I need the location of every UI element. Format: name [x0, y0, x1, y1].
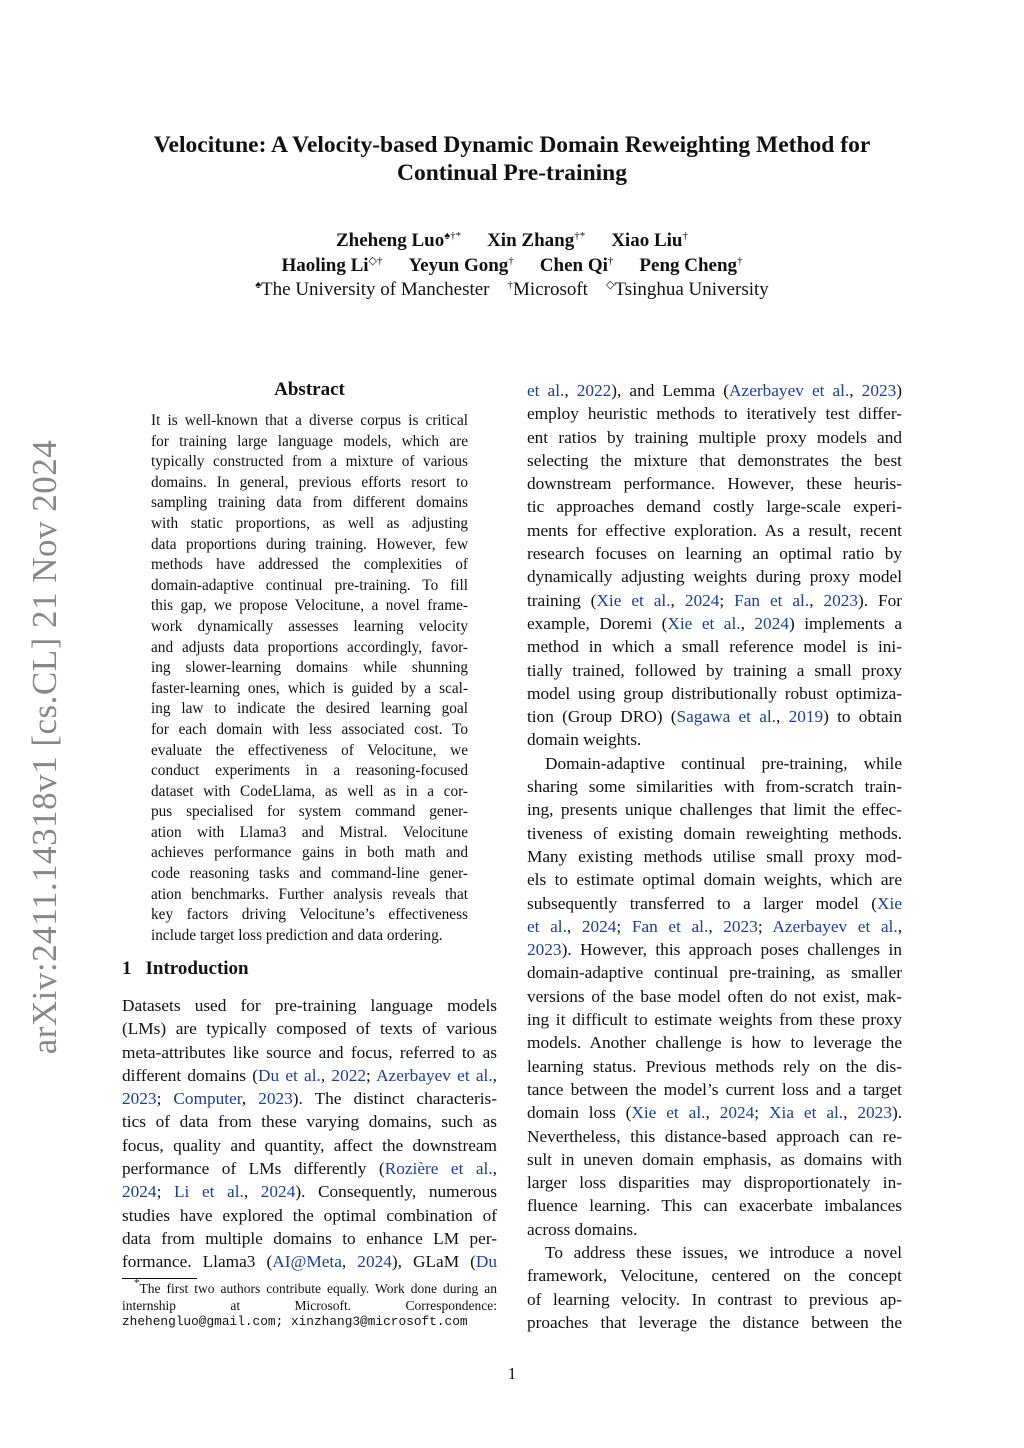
text-line: faster-learning ones, which is guided by a scal-: [151, 679, 468, 697]
citation-link[interactable]: 2023: [823, 590, 859, 610]
citation-link[interactable]: Xie et al.: [631, 1103, 706, 1123]
author-name: Yeyun Gong†: [408, 254, 514, 276]
citation-link[interactable]: Xia et al.: [769, 1103, 844, 1123]
text-line: domain loss (Xie et al., 2024; Xia et al., 2023).: [527, 1103, 903, 1123]
text-line: evaluate the effectiveness of Velocitune, we: [151, 741, 468, 759]
text-line: for each domain with less associated cost. To: [151, 720, 468, 738]
text-line: els to estimate optimal domain weights, which are: [527, 870, 902, 890]
text-line: tics of data from these varying domains, such as: [122, 1112, 497, 1132]
text-line: meta-attributes like source and focus, referred to as: [122, 1042, 497, 1062]
text-line: tially trained, followed by training a small proxy: [527, 660, 902, 680]
text-line: conduct experiments in a reasoning-focused: [151, 762, 468, 780]
text-line: learning status. Previous methods rely on the dis-: [527, 1056, 902, 1076]
text-line: Datasets used for pre-training language models: [122, 996, 497, 1015]
title-line: Velocitune: A Velocity-based Dynamic Domain Reweighting Method for: [153, 132, 871, 158]
affiliation-mark: ◇: [605, 279, 615, 291]
text-line: domain-adaptive continual pre-training. To fill: [151, 576, 468, 594]
citation-link[interactable]: 2024: [581, 916, 617, 936]
text-line: employ heuristic methods to iteratively test differ-: [527, 404, 902, 424]
citation-link[interactable]: Xie et al.: [596, 590, 671, 610]
footnote-mark: *: [134, 1277, 140, 1289]
section-number: 1: [122, 958, 132, 979]
citation-link[interactable]: 2022: [331, 1065, 366, 1085]
citation-link[interactable]: 2024: [122, 1182, 157, 1202]
text-line: tic approaches demand costly large-scale experi-: [527, 497, 902, 517]
affiliation: [606, 279, 769, 300]
citation-link[interactable]: Rozière et al.: [384, 1159, 493, 1179]
author-mark: †: [682, 230, 688, 242]
text-line: fluence learning. This can exacerbate imbalances: [527, 1196, 902, 1216]
author-name: Haoling Li◇†: [281, 254, 383, 276]
text-line: subsequently transferred to a larger model (Xie: [527, 893, 902, 913]
affiliation: [508, 279, 588, 300]
citation-link[interactable]: Azerbayev et al.: [772, 916, 898, 936]
introduction-body: [122, 994, 497, 1274]
text-line: ing, presents unique challenges that limit the effec-: [527, 800, 902, 820]
text-line: method in which a small reference model is ini-: [527, 637, 902, 657]
author-mark: ♠†*: [444, 230, 462, 242]
citation-link[interactable]: 2019: [788, 707, 824, 727]
citation-link[interactable]: et al.: [527, 381, 565, 400]
text-line: To address these issues, we introduce a novel: [545, 1242, 902, 1262]
text-line: code reasoning tasks and command-line gener-: [151, 865, 468, 883]
author-row: [100, 254, 924, 279]
citation-link[interactable]: et al.: [527, 916, 567, 936]
text-line: et al., 2024; Fan et al., 2023; Azerbayev et al.,: [527, 916, 903, 936]
text-line: data proportions during training. However, few: [151, 535, 468, 553]
text-line: (LMs) are typically composed of texts of various: [122, 1019, 497, 1039]
text-line: for training large language models, which are: [151, 432, 468, 450]
text-line: methods have addressed the complexities of: [151, 556, 468, 574]
section-title: Introduction: [145, 958, 249, 979]
citation-link[interactable]: 2023: [857, 1103, 892, 1123]
affiliation-name: Tsinghua University: [614, 279, 769, 300]
text-line: sult in uneven domain emphasis, as domains with: [527, 1149, 902, 1169]
text-line: model using group distributionally robust optimiza-: [527, 683, 902, 703]
text-line: with static proportions, as well as adjusting: [151, 514, 468, 532]
text-line: proaches that leverage the distance between the: [527, 1312, 902, 1332]
citation-link[interactable]: Fan et al.: [631, 916, 709, 936]
title-line: Continual Pre-training: [396, 160, 627, 186]
citation-link[interactable]: Du: [475, 1252, 498, 1272]
text-line: achieves performance gains in both math and: [151, 844, 468, 862]
citation-link[interactable]: 2024: [754, 613, 789, 633]
text-line: across domains.: [527, 1219, 638, 1239]
text-line: Nevertheless, this distance-based approach can re-: [527, 1126, 902, 1146]
abstract-heading: Abstract: [274, 379, 345, 400]
text-line: example, Doremi (Xie et al., 2024) implements a: [527, 613, 903, 633]
abstract-body: [151, 411, 468, 946]
author-name: Xiao Liu†: [611, 230, 688, 251]
text-line: studies have explored the optimal combination of: [122, 1205, 497, 1225]
page-number: 1: [507, 1364, 517, 1383]
text-line: research focuses on learning an optimal ratio by: [527, 544, 902, 564]
text-line: 2024; Li et al., 2024). Consequently, numerous: [122, 1182, 498, 1202]
author-mark: ◇†: [368, 254, 383, 267]
citation-link[interactable]: 2024: [260, 1182, 296, 1202]
citation-link[interactable]: 2023: [723, 916, 758, 936]
citation-link[interactable]: 2024: [684, 590, 720, 610]
text-line: ent ratios by training multiple proxy models and: [527, 427, 902, 447]
citation-link[interactable]: 2023: [861, 381, 897, 400]
citation-link[interactable]: Xie: [877, 893, 902, 913]
citation-link[interactable]: 2022: [576, 381, 612, 400]
affiliation-mark: †: [507, 279, 514, 291]
citation-link[interactable]: Sagawa et al.: [676, 707, 776, 727]
affiliation-name: Microsoft: [513, 279, 588, 300]
text-line: selecting the mixture that demonstrates the best: [527, 450, 902, 470]
text-line: downstream performance. However, these heuris-: [527, 474, 902, 494]
text-line: performance of LMs differently (Rozière et al.,: [122, 1159, 497, 1179]
author-name: Chen Qi†: [539, 254, 614, 276]
section-heading-introduction: [122, 958, 249, 980]
text-line: pus specialised for system command gener-: [151, 803, 468, 821]
text-line: different domains (Du et al., 2022; Azerbayev et al.,: [122, 1065, 497, 1085]
author-mark: †: [508, 254, 514, 267]
citation-link[interactable]: 2024: [719, 1103, 755, 1123]
text-line: ing it difficult to estimate weights from these proxy: [527, 1010, 902, 1030]
citation-link[interactable]: 2023: [527, 940, 562, 960]
paper-title: [100, 131, 924, 187]
text-line: training (Xie et al., 2024; Fan et al., 2023). For: [527, 590, 903, 610]
author-block: [100, 229, 924, 303]
text-line: tiveness of existing domain reweighting methods.: [527, 823, 902, 843]
author-mark: †*: [574, 230, 586, 242]
citation-link[interactable]: Computer: [173, 1089, 242, 1109]
text-line: data from multiple domains to enhance LM per-: [122, 1228, 497, 1248]
text-line: formance. Llama3 (AI@Meta, 2024), GLaM (Du: [122, 1252, 498, 1272]
citation-link[interactable]: Xie et al.: [667, 613, 741, 633]
text-line: domains. In general, previous efforts resort to: [151, 473, 468, 491]
text-line: ation benchmarks. Further analysis reveals that: [151, 885, 468, 903]
text-line: tion (Group DRO) (Sagawa et al., 2019) to obtain: [527, 707, 902, 727]
citation-link[interactable]: Fan et al.: [734, 590, 810, 610]
text-line: dataset with CodeLlama, as well as in a cor-: [151, 782, 468, 800]
text-line: models. Another challenge is how to leverage the: [527, 1033, 902, 1053]
text-line: of learning velocity. In contrast to previous ap-: [527, 1289, 902, 1309]
text-line: sampling training data from different domains: [151, 494, 468, 512]
text-line: and adjusts data proportions accordingly, favor-: [151, 638, 468, 656]
text-line: framework, Velocitune, centered on the concept: [527, 1266, 902, 1286]
citation-link[interactable]: Azerbayev et al.: [729, 381, 850, 400]
arxiv-stamp: arXiv:2411.14318v1 [cs.CL] 21 Nov 2024: [25, 439, 64, 1055]
text-line: 2023). However, this approach poses challenges in: [527, 940, 902, 960]
citation-link[interactable]: Du et al.: [257, 1065, 321, 1085]
text-line: ation with Llama3 and Mistral. Velocitune: [151, 823, 468, 841]
text-line: sharing some similarities with from-scratch train-: [527, 777, 902, 797]
text-line: work dynamically assesses learning velocity: [151, 617, 468, 635]
affiliations: [100, 278, 924, 303]
citation-link[interactable]: Li et al.: [173, 1182, 244, 1202]
affiliation: [255, 279, 489, 300]
text-line: It is well-known that a diverse corpus is critical: [151, 412, 468, 429]
footnote-emails: zhehengluo@gmail.com; xinzhang3@microsoft.com: [122, 1314, 468, 1329]
text-line: typically constructed from a mixture of various: [151, 453, 468, 471]
author-name: Peng Cheng†: [639, 254, 743, 276]
text-line: focus, quality and quantity, affect the downstream: [122, 1135, 497, 1155]
text-line: Domain-adaptive continual pre-training, while: [545, 753, 902, 773]
affiliation-name: The University of Manchester: [261, 279, 490, 300]
text-line: key factors driving Velocitune’s effectiveness: [151, 906, 468, 924]
author-mark: †: [737, 254, 743, 267]
text-line: domain weights.: [527, 730, 642, 750]
citation-link[interactable]: 2024: [357, 1252, 392, 1272]
citation-link[interactable]: 2023: [122, 1089, 157, 1109]
citation-link[interactable]: AI@Meta: [272, 1252, 342, 1272]
text-line: et al., 2022), and Lemma (Azerbayev et al., 2023): [527, 381, 902, 400]
footnote: [122, 1277, 497, 1331]
text-line: dynamically adjusting weights during proxy model: [527, 567, 902, 587]
footnote-text: The first two authors contribute equally. Work done during an internship at Microsoft. Correspondence:: [122, 1281, 497, 1313]
text-line: ments for effective exploration. As a result, recent: [527, 520, 902, 540]
citation-link[interactable]: 2023: [258, 1089, 293, 1109]
author-name: Xin Zhang†*: [487, 230, 586, 251]
text-line: this gap, we propose Velocitune, a novel frame-: [151, 597, 468, 615]
citation-link[interactable]: Azerbayev et al.: [376, 1065, 493, 1085]
text-line: tance between the model’s current loss and a target: [527, 1079, 902, 1099]
text-line: 2023; Computer, 2023). The distinct characteris-: [122, 1089, 498, 1109]
author-mark: †: [607, 254, 614, 267]
text-line: include target loss prediction and data ordering.: [151, 926, 443, 944]
text-line: ing law to indicate the desired learning goal: [151, 700, 468, 718]
author-row: [100, 229, 924, 254]
affiliation-mark: ♠: [255, 279, 262, 291]
text-line: ing slower-learning domains while shunning: [151, 659, 468, 677]
text-line: versions of the base model often do not exist, mak-: [527, 986, 902, 1006]
author-name: Zheheng Luo♠†*: [336, 230, 462, 251]
text-line: Many existing methods utilise small proxy mod-: [527, 846, 902, 866]
right-column-body: [527, 379, 902, 1334]
text-line: domain-adaptive continual pre-training, as smaller: [527, 963, 902, 983]
text-line: larger loss disparities may disproportionately in-: [527, 1173, 902, 1193]
